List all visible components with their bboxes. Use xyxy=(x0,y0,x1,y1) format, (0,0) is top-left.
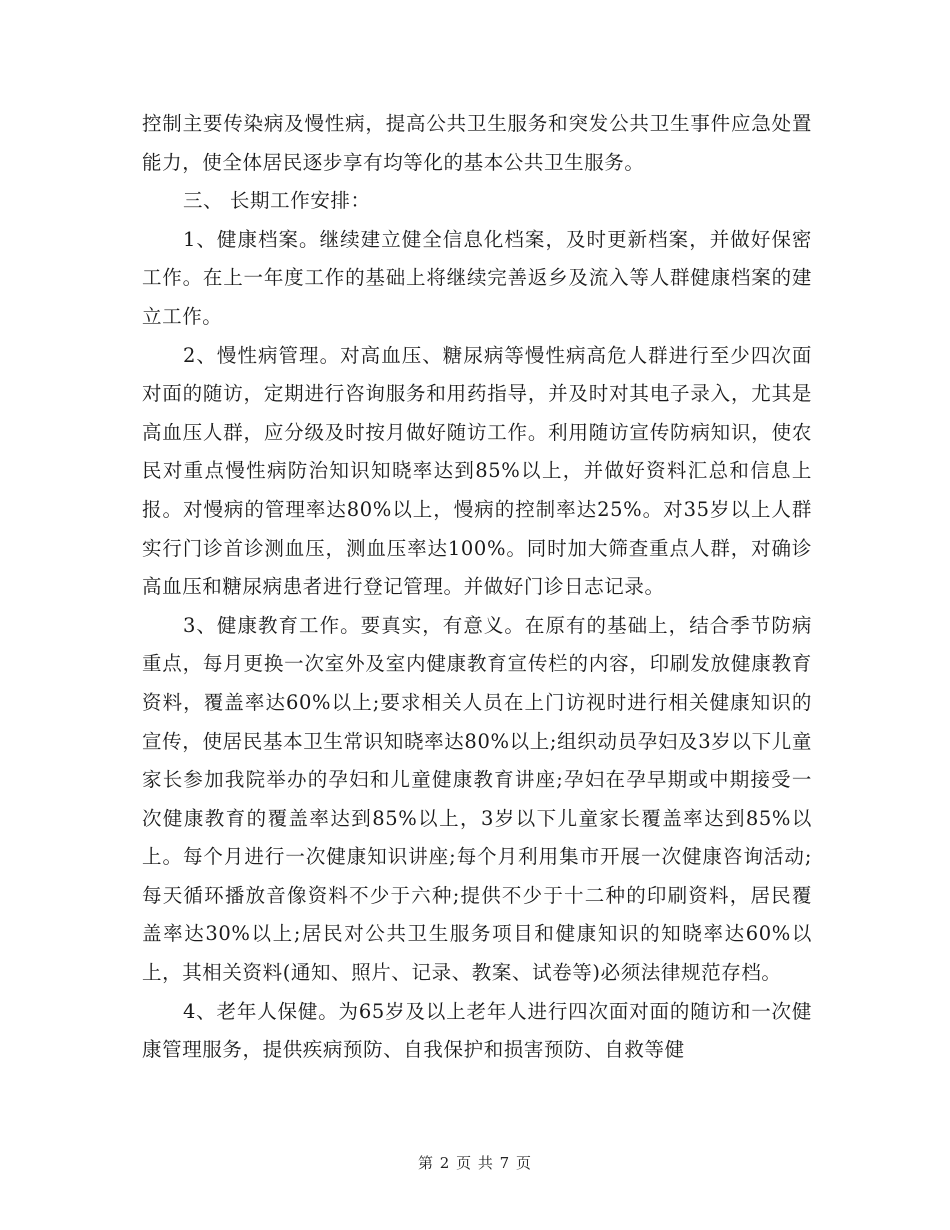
page-footer: 第 2 页 共 7 页 xyxy=(418,1154,532,1172)
section-heading-long-term-plan: 三、 长期工作安排： xyxy=(182,189,371,213)
paragraph-health-education: 3、健康教育工作。要真实，有意义。在原有的基础上，结合季节防病重点，每月更换一次室外及室内健康教育宣传栏的内容，印刷发放健康教育资料，覆盖率达60%以上;要求相关人员在上门访视时进行相关健康知识的宣传，使居民基本卫生常识知晓率达80%以上;组织动员孕妇及3岁以下儿童家长参加我院举办的孕妇和儿童健康教育讲座;孕妇在孕早期或中期接受一次健康教育的覆盖率达到85%以上，3岁以下儿童家长覆盖率达到85%以上。每个月进行一次健康知识讲座;每个月利用集市开展一次健康咨询活动;每天循环播放音像资料不少于六种;提供不少于十二种的印刷资料，居民覆盖率达30%以上;居民对公共卫生服务项目和健康知识的知晓率达60%以上，其相关资料(通知、照片、记录、教案、试卷等)必须法律规范存档。 xyxy=(142,613,812,985)
paragraph-elderly-care: 4、老年人保健。为65岁及以上老年人进行四次面对面的随访和一次健康管理服务，提供疾病预防、自我保护和损害预防、自救等健 xyxy=(142,999,812,1062)
paragraph-health-records: 1、健康档案。继续建立健全信息化档案，及时更新档案，并做好保密工作。在上一年度工作的基础上将继续完善返乡及流入等人群健康档案的建立工作。 xyxy=(142,227,812,328)
paragraph-intro: 控制主要传染病及慢性病，提高公共卫生服务和突发公共卫生事件应急处置能力，使全体居民逐步享有均等化的基本公共卫生服务。 xyxy=(142,112,812,174)
document-body xyxy=(142,105,812,1070)
paragraph-chronic-disease: 2、慢性病管理。对高血压、糖尿病等慢性病高危人群进行至少四次面对面的随访，定期进行咨询服务和用药指导，并及时对其电子录入，尤其是高血压人群，应分级及时按月做好随访工作。利用随访宣传防病知识，使农民对重点慢性病防治知识知晓率达到85%以上，并做好资料汇总和信息上报。对慢病的管理率达80%以上，慢病的控制率达25%。对35岁以上人群实行门诊首诊测血压，测血压率达100%。同时加大筛查重点人群，对确诊高血压和糖尿病患者进行登记管理。并做好门诊日志记录。 xyxy=(142,343,812,599)
